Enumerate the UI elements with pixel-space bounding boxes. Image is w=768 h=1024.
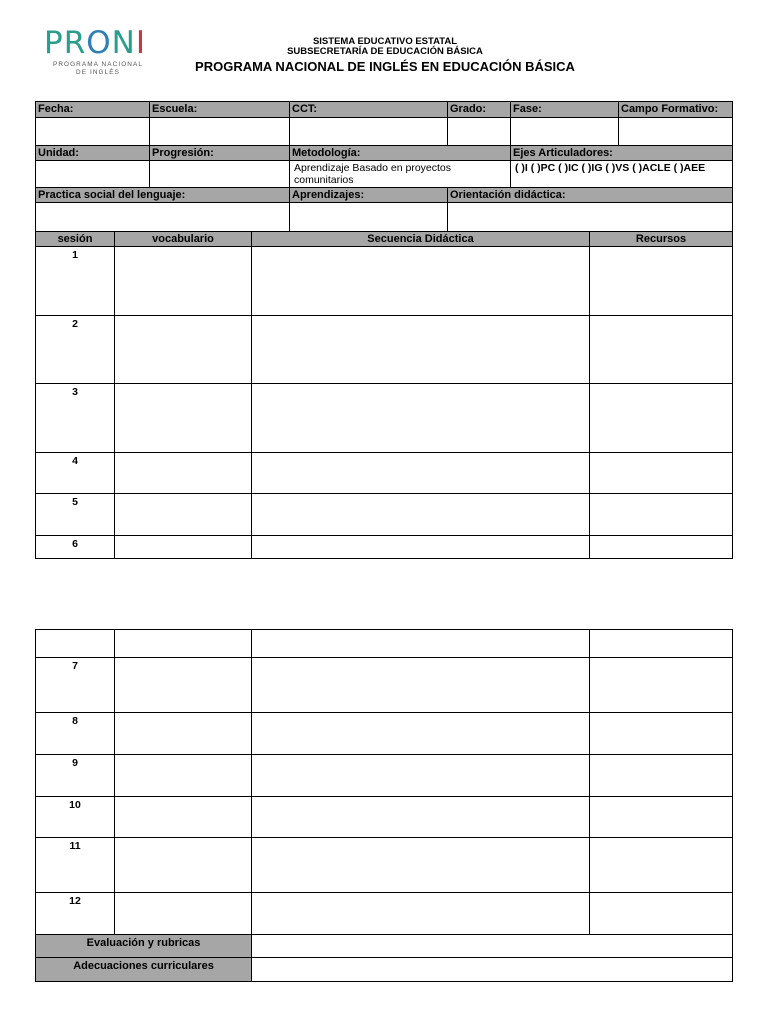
proni-logo <box>44 25 162 86</box>
session-number: 1 <box>35 246 115 316</box>
vocabulario-cell[interactable] <box>114 796 252 838</box>
proni-logo-wordmark: PRONI <box>44 25 146 61</box>
secuencia-cell[interactable] <box>251 246 590 316</box>
session-number: 12 <box>35 892 115 935</box>
label-campo-formativo: Campo Formativo: <box>618 101 733 118</box>
session-number: 11 <box>35 837 115 893</box>
header-line-2: SUBSECRETARÍA DE EDUCACIÓN BÁSICA <box>287 46 483 57</box>
label-escuela: Escuela: <box>149 101 290 118</box>
recursos-cell[interactable] <box>589 754 733 797</box>
vocabulario-cell[interactable] <box>114 493 252 536</box>
session-number: 6 <box>35 535 115 559</box>
field-unidad[interactable] <box>35 160 150 188</box>
label-aprendizajes: Aprendizajes: <box>289 187 448 203</box>
session-number: 7 <box>35 657 115 713</box>
secuencia-cell[interactable] <box>251 535 590 559</box>
session-number: 2 <box>35 315 115 384</box>
recursos-cell[interactable] <box>589 837 733 893</box>
continuation-row-cell <box>589 629 733 658</box>
field-practica-social[interactable] <box>35 202 290 232</box>
recursos-cell[interactable] <box>589 892 733 935</box>
secuencia-cell[interactable] <box>251 796 590 838</box>
recursos-cell[interactable] <box>589 535 733 559</box>
recursos-cell[interactable] <box>589 712 733 755</box>
recursos-cell[interactable] <box>589 493 733 536</box>
secuencia-cell[interactable] <box>251 837 590 893</box>
header-line-1: SISTEMA EDUCATIVO ESTATAL <box>312 36 458 47</box>
secuencia-cell[interactable] <box>251 383 590 453</box>
vocabulario-cell[interactable] <box>114 837 252 893</box>
secuencia-cell[interactable] <box>251 712 590 755</box>
continuation-row-cell <box>251 629 590 658</box>
session-number: 5 <box>35 493 115 536</box>
session-number: 8 <box>35 712 115 755</box>
secuencia-cell[interactable] <box>251 657 590 713</box>
label-ejes-articuladores: Ejes Articuladores: <box>510 145 733 161</box>
field-fase[interactable] <box>510 117 619 146</box>
label-fase: Fase: <box>510 101 619 118</box>
secuencia-cell[interactable] <box>251 892 590 935</box>
recursos-cell[interactable] <box>589 657 733 713</box>
vocabulario-cell[interactable] <box>114 754 252 797</box>
recursos-cell[interactable] <box>589 246 733 316</box>
label-practica-social: Practica social del lenguaje: <box>35 187 290 203</box>
vocabulario-cell[interactable] <box>114 452 252 494</box>
vocabulario-cell[interactable] <box>114 535 252 559</box>
session-number: 10 <box>35 796 115 838</box>
secuencia-cell[interactable] <box>251 452 590 494</box>
recursos-cell[interactable] <box>589 315 733 384</box>
field-grado[interactable] <box>447 117 511 146</box>
field-orientacion-didactica[interactable] <box>447 202 733 232</box>
session-number: 9 <box>35 754 115 797</box>
continuation-row-cell <box>35 629 115 658</box>
vocabulario-cell[interactable] <box>114 383 252 453</box>
vocabulario-cell[interactable] <box>114 657 252 713</box>
session-number: 4 <box>35 452 115 494</box>
field-metodologia: Aprendizaje Basado en proyectos comunitarios <box>289 160 511 188</box>
label-grado: Grado: <box>447 101 511 118</box>
label-adecuaciones-curriculares: Adecuaciones curriculares <box>35 957 252 982</box>
label-unidad: Unidad: <box>35 145 150 161</box>
label-metodologia: Metodología: <box>289 145 511 161</box>
col-header-recursos: Recursos <box>589 231 733 247</box>
recursos-cell[interactable] <box>589 796 733 838</box>
vocabulario-cell[interactable] <box>114 712 252 755</box>
field-campo-formativo[interactable] <box>618 117 733 146</box>
recursos-cell[interactable] <box>589 452 733 494</box>
field-ejes-articuladores: ( )I ( )PC ( )IC ( )IG ( )VS ( )ACLE ( )AEE <box>510 160 733 188</box>
field-cct[interactable] <box>289 117 448 146</box>
label-progresion: Progresión: <box>149 145 290 161</box>
col-header-vocabulario: vocabulario <box>114 231 252 247</box>
recursos-cell[interactable] <box>589 383 733 453</box>
label-fecha: Fecha: <box>35 101 150 118</box>
proni-logo-subtitle: PROGRAMA NACIONAL DE INGLÉS <box>52 61 144 76</box>
header-title: PROGRAMA NACIONAL DE INGLÉS EN EDUCACIÓN BÁSICA <box>195 59 575 74</box>
col-header-secuencia: Secuencia Didáctica <box>251 231 590 247</box>
secuencia-cell[interactable] <box>251 315 590 384</box>
session-number: 3 <box>35 383 115 453</box>
label-cct: CCT: <box>289 101 448 118</box>
label-orientacion-didactica: Orientación didáctica: <box>447 187 733 203</box>
field-adecuaciones-curriculares[interactable] <box>251 957 733 982</box>
secuencia-cell[interactable] <box>251 754 590 797</box>
vocabulario-cell[interactable] <box>114 892 252 935</box>
col-header-sesion: sesión <box>35 231 115 247</box>
field-fecha[interactable] <box>35 117 150 146</box>
field-escuela[interactable] <box>149 117 290 146</box>
field-aprendizajes[interactable] <box>289 202 448 232</box>
secuencia-cell[interactable] <box>251 493 590 536</box>
vocabulario-cell[interactable] <box>114 246 252 316</box>
continuation-row-cell <box>114 629 252 658</box>
label-evaluacion-rubricas: Evaluación y rubricas <box>35 934 252 958</box>
field-evaluacion-rubricas[interactable] <box>251 934 733 958</box>
field-progresion[interactable] <box>149 160 290 188</box>
vocabulario-cell[interactable] <box>114 315 252 384</box>
